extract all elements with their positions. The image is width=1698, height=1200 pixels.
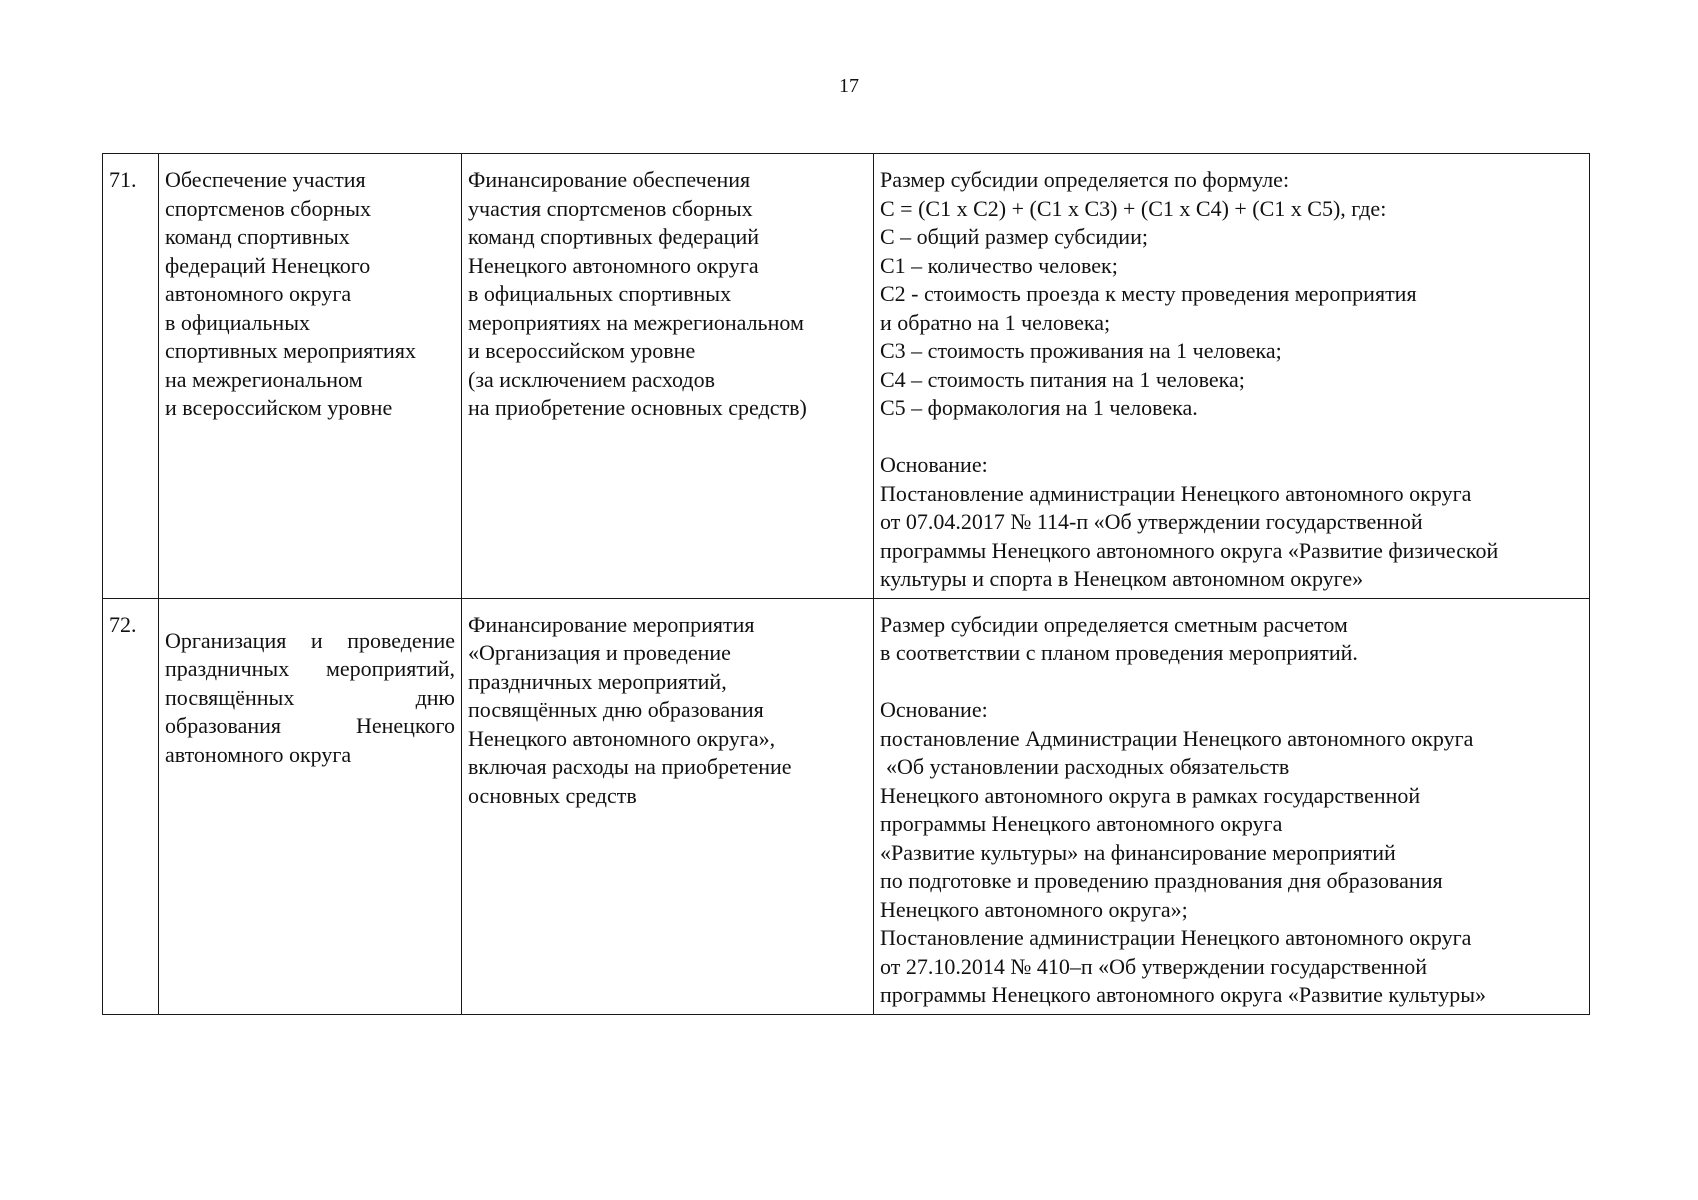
purpose-line: и всероссийском уровне (468, 338, 696, 363)
purpose-line: основных средств (468, 782, 637, 808)
basis-line: «Об установлении расходных обязательств (886, 754, 1290, 779)
event-name-line: автономного округа (165, 741, 352, 767)
spacer (880, 423, 1583, 452)
purpose-line: команд спортивных федераций (468, 224, 760, 249)
basis-line: Ненецкого автономного округа в рамках государственной (880, 782, 1421, 808)
event-name-word: Организация (165, 627, 287, 653)
row-number: 72. (109, 611, 137, 637)
basis-line: Постановление администрации Ненецкого автономного округа (880, 925, 1472, 950)
basis-line: от 27.10.2014 № 410–п «Об утверждении государственной (880, 953, 1428, 979)
purpose-line: участия спортсменов сборных (468, 195, 753, 221)
event-name-word: праздничных (165, 656, 290, 681)
purpose-line: в официальных спортивных (468, 281, 732, 306)
purpose-line: посвящённых дню образования (468, 697, 764, 722)
calculation-line: и обратно на 1 человека; (880, 309, 1111, 335)
event-name-line: в официальных (165, 309, 310, 335)
basis-line: Ненецкого автономного округа»; (880, 896, 1188, 922)
calculation-line: С4 – стоимость питания на 1 человека; (880, 366, 1245, 392)
calculation-line: С3 – стоимость проживания на 1 человека; (880, 338, 1282, 363)
calculation-line: С1 – количество человек; (880, 252, 1118, 278)
basis-label: Основание: (880, 697, 988, 722)
event-name-line: спортивных мероприятиях (165, 338, 416, 363)
event-name-word: и (310, 627, 323, 653)
basis-label: Основание: (880, 452, 988, 477)
table-row-71 (103, 154, 1590, 599)
purpose-line: включая расходы на приобретение (468, 754, 792, 779)
row-number-cell (103, 154, 159, 599)
purpose-line: Финансирование обеспечения (468, 167, 751, 192)
basis-line: программы Ненецкого автономного округа «Развитие культуры» (880, 982, 1487, 1007)
calculation-line: С2 - стоимость проезда к месту проведения мероприятия (880, 281, 1417, 306)
row-number: 71. (109, 167, 137, 192)
event-name-line (165, 627, 455, 656)
calculation-line: С – общий размер субсидии; (880, 224, 1148, 249)
formula-line: С = (С1 х С2) + (С1 х С3) + (С1 х С4) + (С1 х С5), где: (880, 195, 1387, 221)
calculation-line: в соответствии с планом проведения мероприятий. (880, 640, 1358, 665)
purpose-line: «Организация и проведение (468, 640, 731, 665)
purpose-line: мероприятиях на межрегиональном (468, 309, 804, 335)
calculation-line: Размер субсидии определяется по формуле: (880, 167, 1290, 192)
event-name-word: дню (415, 684, 455, 710)
row-number-cell (103, 598, 159, 1014)
calculation-cell (874, 154, 1590, 599)
basis-line: программы Ненецкого автономного округа «Развитие физической (880, 537, 1499, 563)
event-name-line: федераций Ненецкого (165, 252, 371, 278)
basis-line: постановление Администрации Ненецкого автономного округа (880, 725, 1474, 751)
basis-line: Постановление администрации Ненецкого автономного округа (880, 480, 1472, 506)
event-name-line: Обеспечение участия (165, 167, 366, 192)
event-name-cell (159, 154, 462, 599)
event-name-word: посвящённых (165, 684, 295, 710)
basis-line: культуры и спорта в Ненецком автономном округе» (880, 566, 1364, 591)
event-name-word: мероприятий, (325, 656, 455, 681)
table-row-72 (103, 598, 1590, 1014)
purpose-line: Ненецкого автономного округа», (468, 725, 776, 751)
event-name-word: проведение (347, 627, 455, 653)
basis-line: программы Ненецкого автономного округа (880, 811, 1283, 836)
calculation-line: Размер субсидии определяется сметным расчетом (880, 611, 1348, 637)
purpose-line: Финансирование мероприятия (468, 611, 755, 637)
event-name-line: спортсменов сборных (165, 195, 372, 221)
basis-line: от 07.04.2017 № 114-п «Об утверждении государственной (880, 509, 1423, 534)
event-name-cell (159, 598, 462, 1014)
purpose-line: (за исключением расходов (468, 366, 715, 392)
purpose-line: Ненецкого автономного округа (468, 252, 759, 278)
event-name-line (165, 712, 455, 741)
event-name-line (165, 655, 455, 684)
event-name-line (165, 684, 455, 713)
basis-line: «Развитие культуры» на финансирование мероприятий (880, 839, 1396, 865)
event-name-word: образования (165, 713, 282, 738)
purpose-cell (462, 154, 874, 599)
page-number: 17 (839, 75, 859, 97)
basis-line: по подготовке и проведению празднования дня образования (880, 868, 1443, 893)
subsidy-table (102, 153, 1590, 1015)
event-name-line: автономного округа (165, 281, 352, 306)
spacer (880, 668, 1583, 697)
event-name-line: и всероссийском уровне (165, 395, 393, 420)
calculation-line: С5 – формакология на 1 человека. (880, 395, 1198, 420)
purpose-line: на приобретение основных средств) (468, 395, 807, 420)
purpose-cell (462, 598, 874, 1014)
purpose-line: праздничных мероприятий, (468, 668, 727, 694)
event-name-word: Ненецкого (355, 713, 455, 738)
calculation-cell (874, 598, 1590, 1014)
event-name-line: команд спортивных (165, 224, 350, 249)
event-name-line: на межрегиональном (165, 366, 363, 392)
